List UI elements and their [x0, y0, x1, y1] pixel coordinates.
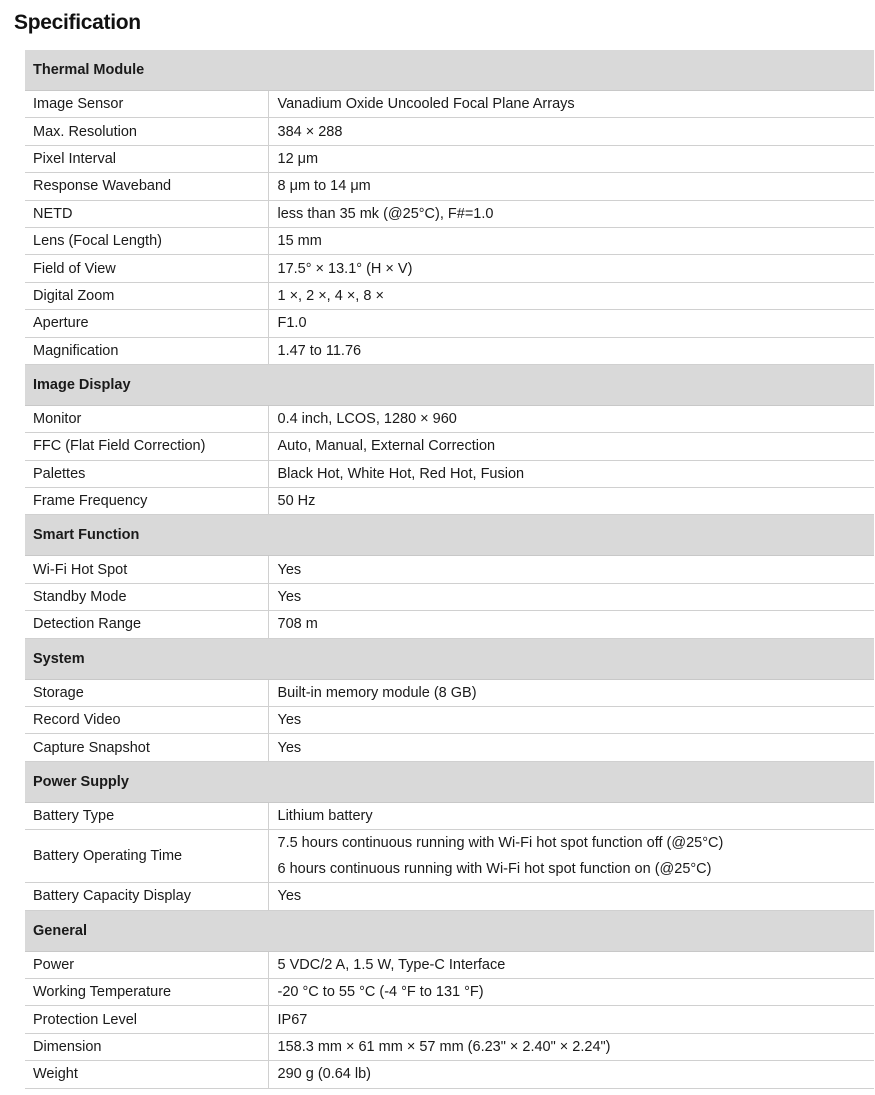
spec-label: Monitor — [25, 405, 268, 432]
section-title: Power Supply — [25, 761, 874, 802]
spec-row — [25, 1061, 874, 1088]
spec-label: Response Waveband — [25, 173, 268, 200]
spec-label: Battery Capacity Display — [25, 883, 268, 910]
spec-value: 17.5° × 13.1° (H × V) — [268, 255, 874, 282]
spec-row — [25, 200, 874, 227]
spec-value: Yes — [268, 734, 874, 761]
spec-row — [25, 433, 874, 460]
spec-row — [25, 118, 874, 145]
spec-row — [25, 405, 874, 432]
spec-label: Protection Level — [25, 1006, 268, 1033]
spec-label: Weight — [25, 1061, 268, 1088]
spec-label: Detection Range — [25, 611, 268, 638]
spec-label: Power — [25, 951, 268, 978]
spec-row — [25, 337, 874, 364]
spec-value-line: 7.5 hours continuous running with Wi-Fi hot spot function off (@25°C) — [277, 835, 724, 852]
spec-label: Digital Zoom — [25, 282, 268, 309]
section-title: General — [25, 910, 874, 951]
spec-value: Auto, Manual, External Correction — [268, 433, 874, 460]
spec-value: Yes — [268, 556, 874, 583]
spec-row — [25, 734, 874, 761]
spec-value: 1 ×, 2 ×, 4 ×, 8 × — [268, 282, 874, 309]
section-title: System — [25, 638, 874, 679]
spec-value: 158.3 mm × 61 mm × 57 mm (6.23" × 2.40" × 2.24") — [268, 1033, 874, 1060]
spec-label: Palettes — [25, 460, 268, 487]
spec-row — [25, 173, 874, 200]
spec-row — [25, 227, 874, 254]
spec-value: 5 VDC/2 A, 1.5 W, Type-C Interface — [268, 951, 874, 978]
spec-row — [25, 583, 874, 610]
spec-label: Frame Frequency — [25, 488, 268, 515]
section-title: Image Display — [25, 364, 874, 405]
spec-row — [25, 830, 874, 883]
section-header-image-display — [25, 364, 874, 405]
spec-row — [25, 488, 874, 515]
spec-value: Lithium battery — [268, 802, 874, 829]
spec-value: 12 μm — [268, 145, 874, 172]
page-title: Specification — [14, 11, 141, 34]
spec-label: Storage — [25, 679, 268, 706]
spec-row — [25, 978, 874, 1005]
spec-label: Working Temperature — [25, 978, 268, 1005]
spec-value: 708 m — [268, 611, 874, 638]
spec-value — [268, 830, 874, 883]
spec-row — [25, 883, 874, 910]
spec-label: Lens (Focal Length) — [25, 227, 268, 254]
spec-value: Vanadium Oxide Uncooled Focal Plane Arrays — [268, 91, 874, 118]
spec-table — [25, 50, 874, 1089]
spec-row — [25, 282, 874, 309]
spec-label: FFC (Flat Field Correction) — [25, 433, 268, 460]
spec-value: 0.4 inch, LCOS, 1280 × 960 — [268, 405, 874, 432]
spec-row — [25, 91, 874, 118]
spec-row — [25, 707, 874, 734]
section-header-thermal-module — [25, 50, 874, 91]
spec-value: 384 × 288 — [268, 118, 874, 145]
spec-value-line: 6 hours continuous running with Wi-Fi hot spot function on (@25°C) — [277, 861, 712, 878]
spec-value: less than 35 mk (@25°C), F#=1.0 — [268, 200, 874, 227]
spec-row — [25, 255, 874, 282]
section-title: Smart Function — [25, 515, 874, 556]
spec-label: Capture Snapshot — [25, 734, 268, 761]
spec-label: Magnification — [25, 337, 268, 364]
spec-row — [25, 460, 874, 487]
spec-label: Battery Type — [25, 802, 268, 829]
spec-value: Yes — [268, 583, 874, 610]
spec-label: Record Video — [25, 707, 268, 734]
spec-value: 290 g (0.64 lb) — [268, 1061, 874, 1088]
spec-label: Max. Resolution — [25, 118, 268, 145]
spec-value: 8 μm to 14 μm — [268, 173, 874, 200]
spec-row — [25, 310, 874, 337]
spec-label: Aperture — [25, 310, 268, 337]
spec-value: IP67 — [268, 1006, 874, 1033]
spec-value: 1.47 to 11.76 — [268, 337, 874, 364]
spec-label: Battery Operating Time — [25, 830, 268, 883]
spec-row — [25, 802, 874, 829]
spec-value: Black Hot, White Hot, Red Hot, Fusion — [268, 460, 874, 487]
spec-row — [25, 145, 874, 172]
spec-label: NETD — [25, 200, 268, 227]
spec-label: Pixel Interval — [25, 145, 268, 172]
spec-row — [25, 1033, 874, 1060]
spec-label: Standby Mode — [25, 583, 268, 610]
spec-label: Image Sensor — [25, 91, 268, 118]
section-header-smart-function — [25, 515, 874, 556]
spec-row — [25, 679, 874, 706]
section-header-general — [25, 910, 874, 951]
spec-row — [25, 611, 874, 638]
spec-table-body — [25, 50, 874, 1088]
spec-value: Built-in memory module (8 GB) — [268, 679, 874, 706]
spec-value: 15 mm — [268, 227, 874, 254]
spec-value: -20 °C to 55 °C (-4 °F to 131 °F) — [268, 978, 874, 1005]
spec-row — [25, 556, 874, 583]
spec-value: Yes — [268, 707, 874, 734]
section-header-power-supply — [25, 761, 874, 802]
spec-value: F1.0 — [268, 310, 874, 337]
spec-row — [25, 1006, 874, 1033]
spec-label: Field of View — [25, 255, 268, 282]
spec-row — [25, 951, 874, 978]
section-title: Thermal Module — [25, 50, 874, 91]
spec-label: Wi-Fi Hot Spot — [25, 556, 268, 583]
spec-value: 50 Hz — [268, 488, 874, 515]
spec-label: Dimension — [25, 1033, 268, 1060]
spec-value: Yes — [268, 883, 874, 910]
section-header-system — [25, 638, 874, 679]
